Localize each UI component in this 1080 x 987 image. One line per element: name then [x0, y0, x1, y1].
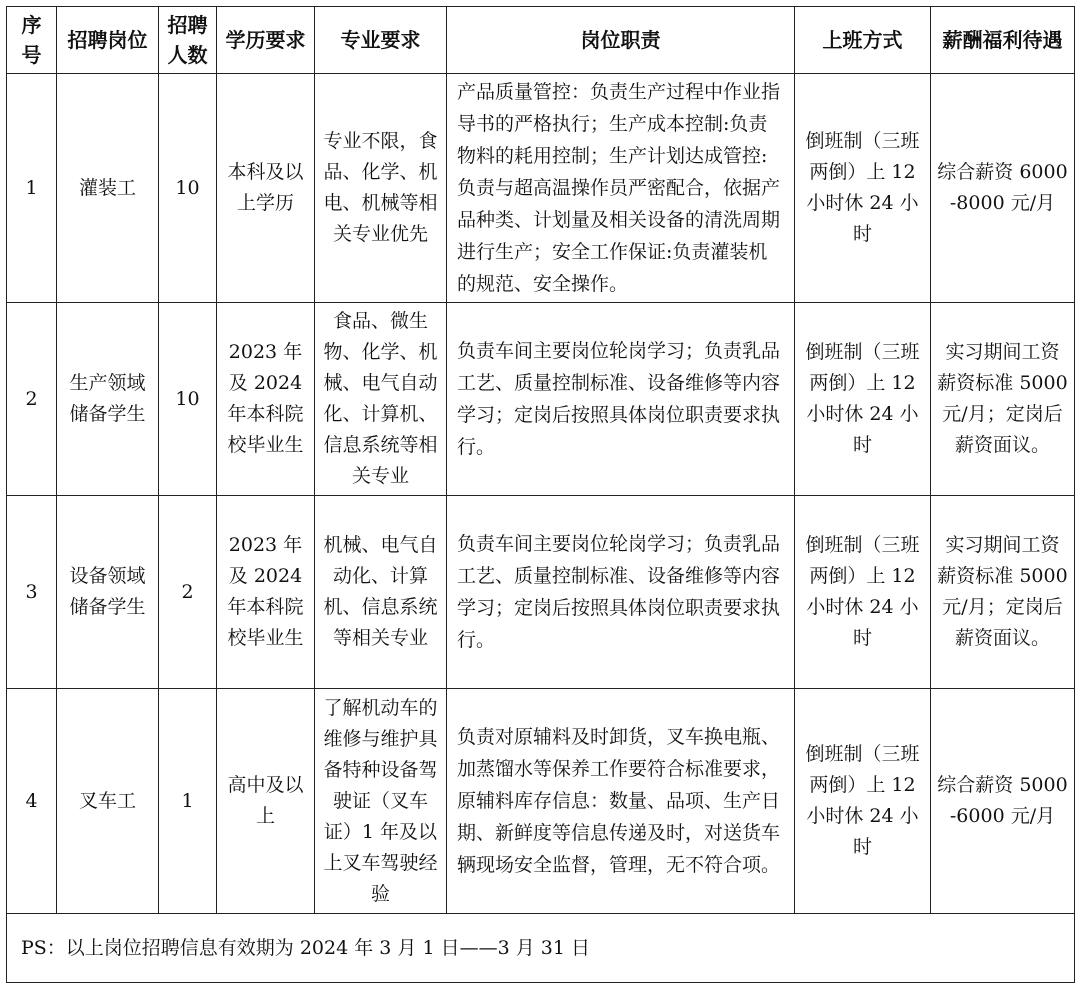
- cell-major: 专业不限，食品、化学、机电、机械等相关专业优先: [315, 74, 447, 303]
- cell-seq: 4: [7, 689, 57, 914]
- header-salary: 薪酬福利待遇: [931, 7, 1075, 74]
- cell-shift: 倒班制（三班两倒）上 12 小时休 24 小时: [795, 303, 931, 496]
- cell-major: 机械、电气自动化、计算机、信息系统等相关专业: [315, 496, 447, 689]
- cell-duties: 负责车间主要岗位轮岗学习；负责乳品工艺、质量控制标准、设备维修等内容学习；定岗后按照具体岗位职责要求执行。: [447, 496, 795, 689]
- cell-duties: 负责车间主要岗位轮岗学习；负责乳品工艺、质量控制标准、设备维修等内容学习；定岗后按照具体岗位职责要求执行。: [447, 303, 795, 496]
- cell-position: 叉车工: [57, 689, 159, 914]
- header-duties: 岗位职责: [447, 7, 795, 74]
- cell-shift: 倒班制（三班两倒）上 12 小时休 24 小时: [795, 496, 931, 689]
- cell-position: 设备领域储备学生: [57, 496, 159, 689]
- cell-seq: 2: [7, 303, 57, 496]
- recruitment-table: [6, 6, 1075, 983]
- table-row: [7, 496, 1075, 689]
- cell-count: 10: [159, 303, 217, 496]
- cell-seq: 1: [7, 74, 57, 303]
- cell-education: 2023 年及 2024 年本科院校毕业生: [217, 496, 315, 689]
- cell-salary: 综合薪资 5000-6000 元/月: [931, 689, 1075, 914]
- cell-duties: 产品质量管控：负责生产过程中作业指导书的严格执行；生产成本控制:负责物料的耗用控制；生产计划达成管控:负责与超高温操作员严密配合，依据产品种类、计划量及相关设备的清洗周期进行生产；安全工作保证:负责灌装机的规范、安全操作。: [447, 74, 795, 303]
- header-seq: 序号: [7, 7, 57, 74]
- cell-shift: 倒班制（三班两倒）上 12 小时休 24 小时: [795, 689, 931, 914]
- header-position: 招聘岗位: [57, 7, 159, 74]
- cell-education: 高中及以上: [217, 689, 315, 914]
- table-row: [7, 303, 1075, 496]
- validity-note: PS：以上岗位招聘信息有效期为 2024 年 3 月 1 日——3 月 31 日: [7, 914, 1075, 983]
- table-row: [7, 74, 1075, 303]
- header-count: 招聘人数: [159, 7, 217, 74]
- cell-education: 本科及以上学历: [217, 74, 315, 303]
- cell-salary: 综合薪资 6000-8000 元/月: [931, 74, 1075, 303]
- cell-salary: 实习期间工资薪资标准 5000 元/月；定岗后薪资面议。: [931, 496, 1075, 689]
- cell-duties: 负责对原辅料及时卸货，叉车换电瓶、加蒸馏水等保养工作要符合标准要求，原辅料库存信息：数量、品项、生产日期、新鲜度等信息传递及时，对送货车辆现场安全监督，管理，无不符合项。: [447, 689, 795, 914]
- header-shift: 上班方式: [795, 7, 931, 74]
- cell-position: 灌装工: [57, 74, 159, 303]
- cell-salary: 实习期间工资薪资标准 5000 元/月；定岗后薪资面议。: [931, 303, 1075, 496]
- table-row: [7, 689, 1075, 914]
- header-major: 专业要求: [315, 7, 447, 74]
- cell-major: 食品、微生物、化学、机械、电气自动化、计算机、信息系统等相关专业: [315, 303, 447, 496]
- cell-seq: 3: [7, 496, 57, 689]
- cell-position: 生产领域储备学生: [57, 303, 159, 496]
- cell-shift: 倒班制（三班两倒）上 12 小时休 24 小时: [795, 74, 931, 303]
- cell-count: 10: [159, 74, 217, 303]
- cell-major: 了解机动车的维修与维护具备特种设备驾驶证（叉车证）1 年及以上叉车驾驶经验: [315, 689, 447, 914]
- header-row: [7, 7, 1075, 74]
- cell-count: 1: [159, 689, 217, 914]
- footer-row: [7, 914, 1075, 983]
- cell-education: 2023 年及 2024 年本科院校毕业生: [217, 303, 315, 496]
- cell-count: 2: [159, 496, 217, 689]
- header-education: 学历要求: [217, 7, 315, 74]
